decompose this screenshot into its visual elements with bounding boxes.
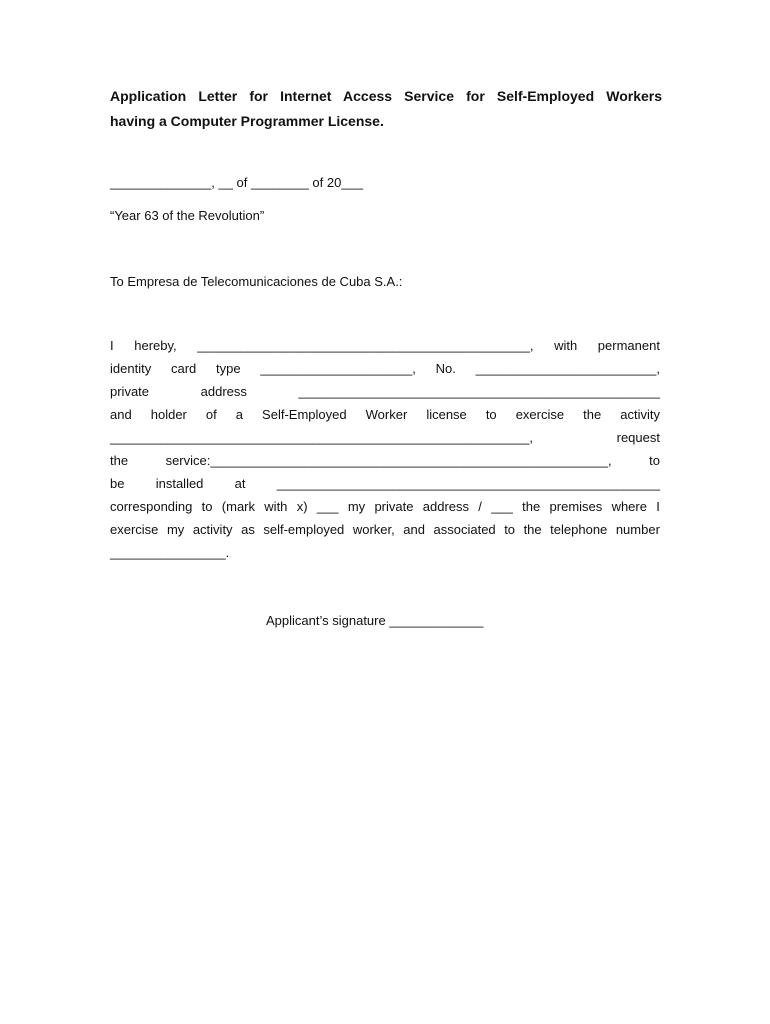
body-row-2: identity card type _____________________, No. _________________________, [110,361,660,376]
body-row-5: __________________________________________________________, request [110,430,660,445]
body-row-9: exercise my activity as self-employed worker, and associated to the telephone number [110,522,660,537]
date-line: ______________, __ of ________ of 20___ [110,175,364,190]
year-line: “Year 63 of the Revolution” [110,208,265,223]
title-line-1: Application Letter for Internet Access Service for Self-Employed Workers [110,88,662,104]
body-row-6: the service:_______________________________________________________, to [110,453,660,468]
body-row-8: corresponding to (mark with x) ___ my private address / ___ the premises where I [110,499,660,514]
body-row-10: ________________. [110,545,230,560]
signature-line: Applicant’s signature _____________ [266,613,484,628]
body-row-3: private address __________________________________________________ [110,384,660,399]
body-row-7: be installed at _____________________________________________________ [110,476,660,491]
letter-body [110,334,660,564]
addressee-line: To Empresa de Telecomunicaciones de Cuba S.A.: [110,274,403,289]
body-row-4: and holder of a Self-Employed Worker license to exercise the activity [110,407,660,422]
body-row-1: I hereby, ______________________________________________, with permanent [110,338,660,353]
document-title [110,84,662,134]
title-line-2: having a Computer Programmer License. [110,113,384,129]
